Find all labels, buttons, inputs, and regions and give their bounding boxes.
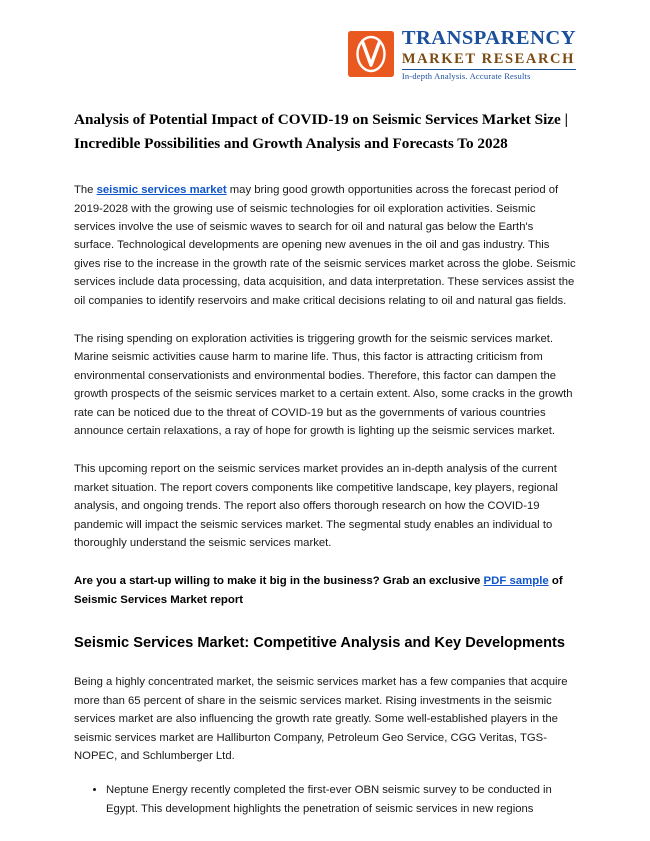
cta-rest: of Seismic Services Market report: [74, 575, 563, 606]
paragraph-drivers: The rising spending on exploration activities is triggering growth for the seismic services market. Marine seismic activities cause harm to marine life. Thus, this factor is attracting criticism from environmental conservationists and environmental bodies. Therefore, this factor can dampen the growth prospects of the seismic services market to a certain extent. Also, some cracks in the growth rate can be noticed due to the threat of COVID-19 but as the governments of various countries announce certain relaxations, a ray of hope for growth is lighting up the seismic services market.: [74, 332, 573, 437]
paragraph-intro-lead: The: [74, 184, 97, 197]
paragraph-competitive-analysis: Being a highly concentrated market, the seismic services market has a few companies that acquire more than 65 percent of share in the seismic services market. Rising investments in the seismic services market are also influencing the growth rate greatly. Some well-established players in the seismic services market are Halliburton Company, Petroleum Geo Service, CGG Veritas, TGS-NOPEC, and Schlumberger Ltd.: [74, 676, 568, 762]
section-heading-competitive-analysis: Seismic Services Market: Competitive Analysis and Key Developments: [74, 634, 565, 651]
paragraph-report-scope: This upcoming report on the seismic services market provides an in-depth analysis of the current market situation. The report covers components like competitive landscape, key players, regional analysis, and ongoing trends. The report also offers thorough research on how the COVID-19 pandemic will impact the seismic services market. The segmental study enables an individual to thoroughly understand the seismic services market.: [74, 463, 558, 550]
list-item: • Neptune Energy recently completed the first-ever OBN seismic survey to be conducted in Egypt. This development highlights the penetration of seismic services in new regions: [106, 781, 576, 818]
logo-line-market-research: MARKET RESEARCH: [401, 50, 575, 67]
cta-paragraph: [74, 572, 576, 609]
paragraph-intro-rest: may bring good growth opportunities across the forecast period of 2019-2028 with the growing use of seismic technologies for oil exploration activities. Seismic services involve the use of seismic waves to search for oil and natural gas below the Earth's surface. Technological developments are opening new avenues in the oil and gas industry. This gives rise to the increase in the growth rate of the seismic services market across the globe. Seismic services include data processing, data acquisition, and data interpretation. These services assist the oil companies to identify reservoirs and make critical decisions relating to oil and natural gas fields.: [74, 184, 576, 307]
page-title: Analysis of Potential Impact of COVID-19 on Seismic Services Market Size | Incredible Possibilities and Growth Analysis and Forecasts To 2028: [74, 111, 568, 152]
tmr-logo: [348, 28, 576, 81]
logo-line-transparency: TRANSPARENCY: [401, 27, 576, 49]
logo-wordmark: [402, 28, 576, 81]
logo-tagline: In-depth Analysis. Accurate Results: [401, 71, 531, 81]
cta-lead: Are you a start-up willing to make it big in the business? Grab an exclusive: [74, 575, 484, 588]
tmr-logo-mark-icon: [348, 31, 394, 77]
pdf-sample-link[interactable]: PDF sample: [483, 575, 549, 588]
seismic-services-market-link[interactable]: seismic services market: [96, 184, 227, 197]
logo-divider: [402, 69, 576, 70]
key-developments-list: [74, 781, 576, 818]
logo-header: [74, 28, 576, 90]
paragraph-intro: [74, 181, 576, 310]
